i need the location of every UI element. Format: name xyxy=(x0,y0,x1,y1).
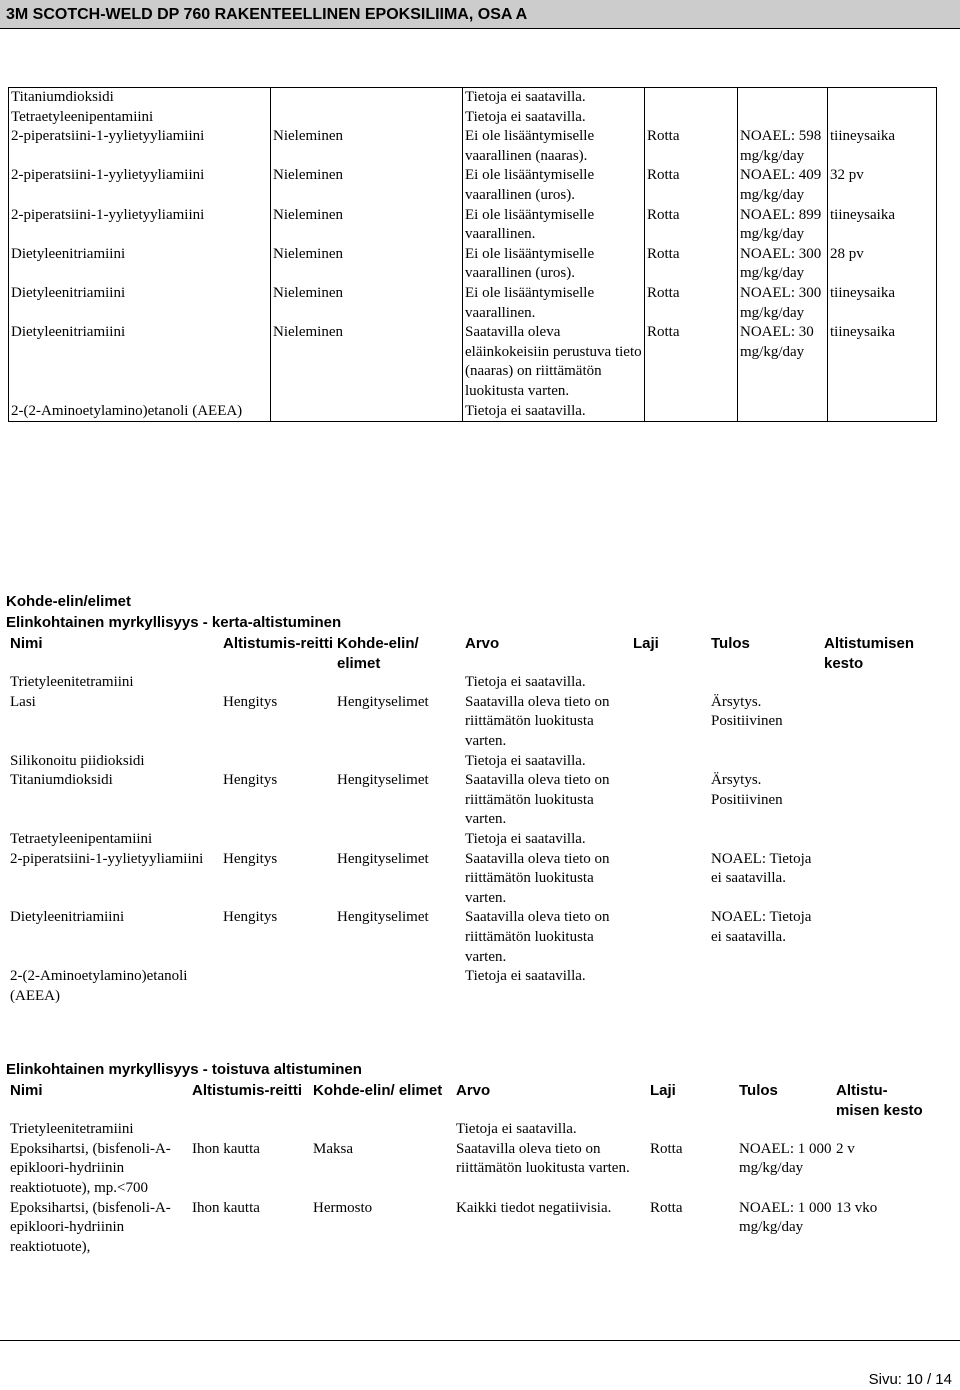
table-cell: Dietyleenitriamiini xyxy=(9,284,271,323)
table-cell xyxy=(335,673,463,693)
table-cell xyxy=(631,830,709,850)
column-header: Arvo xyxy=(456,1082,491,1099)
table-cell xyxy=(822,673,942,693)
table-cell xyxy=(221,967,335,1006)
table-cell: Trietyleenitetramiini xyxy=(10,674,134,691)
table-cell xyxy=(737,1120,834,1140)
table-cell: Tetraetyleenipentamiini xyxy=(9,108,271,128)
table-cell: Nieleminen xyxy=(271,206,463,245)
table-cell xyxy=(335,830,463,850)
section-subtitle-single-exposure: Elinkohtainen myrkyllisyys - kerta-altistuminen xyxy=(6,614,342,631)
table-cell: Hengitys xyxy=(223,693,278,710)
table-cell: Ihon kautta xyxy=(192,1140,260,1157)
footer-rule xyxy=(0,1340,960,1341)
table-cell xyxy=(738,88,828,108)
table-cell xyxy=(834,1120,924,1140)
table-cell xyxy=(271,108,463,128)
single-exposure-table xyxy=(8,634,942,1006)
table-cell: Ei ole lisääntymiselle vaarallinen. xyxy=(463,284,645,323)
table-row xyxy=(8,771,942,830)
table-cell xyxy=(822,967,942,1006)
table-cell xyxy=(190,1120,311,1140)
page-number: Sivu: 10 / 14 xyxy=(868,1371,952,1388)
table-cell: Tetraetyleenipentamiini xyxy=(10,830,153,847)
table-cell xyxy=(709,830,822,850)
table-cell: Saatavilla oleva tieto on riittämätön luokitusta varten. xyxy=(465,693,610,749)
table-cell: Rotta xyxy=(645,323,738,401)
table-cell: tiineysaika xyxy=(828,284,937,323)
table-cell: 28 pv xyxy=(828,245,937,284)
table-cell: NOAEL: 1 000 mg/kg/day xyxy=(739,1199,832,1236)
table-cell: Kaikki tiedot negatiivisia. xyxy=(456,1199,612,1216)
document-title: 3M SCOTCH-WELD DP 760 RAKENTEELLINEN EPOKSILIIMA, OSA A xyxy=(6,6,528,23)
table-cell: Tietoja ei saatavilla. xyxy=(465,674,586,691)
table-row xyxy=(9,88,937,108)
table-cell xyxy=(738,402,828,422)
table-cell: Rotta xyxy=(650,1140,683,1157)
table-cell xyxy=(311,1120,454,1140)
table-cell: Nieleminen xyxy=(271,323,463,401)
table-cell: Ihon kautta xyxy=(192,1199,260,1216)
table-cell: Hengityselimet xyxy=(337,693,429,710)
table-cell: NOAEL: 899 mg/kg/day xyxy=(738,206,828,245)
table-row xyxy=(9,284,937,323)
table-cell: Hengitys xyxy=(223,772,278,789)
table-cell: Dietyleenitriamiini xyxy=(9,323,271,401)
table-cell: 2-(2-Aminoetylamino)etanoli (AEEA) xyxy=(9,402,271,422)
section-title-repeated-exposure: Elinkohtainen myrkyllisyys - toistuva altistuminen xyxy=(6,1061,362,1078)
table-row xyxy=(9,206,937,245)
table-cell: 2 v xyxy=(836,1140,855,1157)
table-cell: Nieleminen xyxy=(271,166,463,205)
table-cell xyxy=(738,108,828,128)
table-row xyxy=(8,1120,924,1140)
table-cell: Saatavilla oleva tieto on riittämätön luokitusta varten. xyxy=(456,1140,630,1177)
table-cell xyxy=(709,752,822,772)
column-header: Nimi xyxy=(10,1082,43,1099)
column-header: Altistumis-reitti xyxy=(223,635,334,652)
table-cell xyxy=(631,850,709,909)
column-header: Nimi xyxy=(10,635,43,652)
section-title-target-organs: Kohde-elin/elimet xyxy=(6,593,132,610)
table-cell xyxy=(822,908,942,967)
column-header: Altistu-misen kesto xyxy=(836,1082,923,1119)
column-header: Tulos xyxy=(711,635,750,652)
table-row xyxy=(9,323,937,401)
table-cell xyxy=(828,402,937,422)
table-cell: Ei ole lisääntymiselle vaarallinen. xyxy=(463,206,645,245)
table-cell: Tietoja ei saatavilla. xyxy=(465,752,586,769)
table-cell: Tietoja ei saatavilla. xyxy=(463,88,645,108)
table-row xyxy=(8,752,942,772)
table-cell: NOAEL: Tietoja ei saatavilla. xyxy=(711,850,812,887)
table-cell: Trietyleenitetramiini xyxy=(10,1121,134,1138)
table-cell: Rotta xyxy=(645,127,738,166)
table-cell xyxy=(221,752,335,772)
table-cell: Ei ole lisääntymiselle vaarallinen (uros). xyxy=(463,245,645,284)
table-cell: 13 vko xyxy=(836,1199,878,1216)
table-cell xyxy=(822,752,942,772)
table-cell xyxy=(631,752,709,772)
table-cell xyxy=(822,771,942,830)
table-cell: Titaniumdioksidi xyxy=(10,772,113,789)
table-cell: NOAEL: 409 mg/kg/day xyxy=(738,166,828,205)
table-cell: tiineysaika xyxy=(828,127,937,166)
table-cell xyxy=(828,108,937,128)
table-cell: Hengitys xyxy=(223,909,278,926)
table-cell: Epoksihartsi, (bisfenoli-A-epikloori-hydriinin reaktiotuote), xyxy=(10,1199,171,1255)
table-cell: Epoksihartsi, (bisfenoli-A-epikloori-hydriinin reaktiotuote), mp.<700 xyxy=(10,1140,171,1196)
table-cell: Dietyleenitriamiini xyxy=(10,909,125,926)
column-header: Altistumis-reitti xyxy=(192,1082,303,1099)
table-cell: Rotta xyxy=(645,166,738,205)
table-cell: Saatavilla oleva tieto on riittämätön luokitusta varten. xyxy=(465,850,610,906)
table-row xyxy=(8,967,942,1006)
table-cell xyxy=(631,673,709,693)
table-cell: Nieleminen xyxy=(271,127,463,166)
table-cell xyxy=(221,673,335,693)
table-cell xyxy=(709,673,822,693)
table-cell: Saatavilla oleva tieto on riittämätön luokitusta varten. xyxy=(465,909,610,965)
table-cell: 32 pv xyxy=(828,166,937,205)
table-cell: tiineysaika xyxy=(828,323,937,401)
table-cell xyxy=(645,88,738,108)
column-header: Altistumisen kesto xyxy=(824,635,915,672)
table-row xyxy=(8,693,942,752)
table-cell: Silikonoitu piidioksidi xyxy=(10,752,145,769)
table-cell: Tietoja ei saatavilla. xyxy=(465,968,586,985)
header-rule xyxy=(0,28,960,29)
reproductive-toxicity-table xyxy=(8,87,937,422)
table-cell xyxy=(631,967,709,1006)
table-cell: Rotta xyxy=(650,1199,683,1216)
table-row xyxy=(9,402,937,422)
table-row xyxy=(8,673,942,693)
table-cell: NOAEL: 598 mg/kg/day xyxy=(738,127,828,166)
column-header: Tulos xyxy=(739,1082,778,1099)
table-row xyxy=(8,850,942,909)
table-cell: Ei ole lisääntymiselle vaarallinen (naaras). xyxy=(463,127,645,166)
table-cell: 2-piperatsiini-1-yylietyyliamiini xyxy=(9,166,271,205)
table-cell: Hermosto xyxy=(313,1199,373,1216)
table-row xyxy=(9,166,937,205)
table-cell: Tietoja ei saatavilla. xyxy=(463,108,645,128)
table-row xyxy=(8,908,942,967)
table-row xyxy=(8,1199,924,1258)
table-cell: Ärsytys. Positiivinen xyxy=(711,772,783,808)
table-cell: Hengityselimet xyxy=(337,909,429,926)
table-cell xyxy=(828,88,937,108)
table-cell: Saatavilla oleva eläinkokeisiin perustuva tieto (naaras) on riittämätön luokitusta varten. xyxy=(463,323,645,401)
table-cell xyxy=(822,850,942,909)
table-cell xyxy=(709,967,822,1006)
table-cell: Saatavilla oleva tieto on riittämätön luokitusta varten. xyxy=(465,772,610,828)
table-cell: Tietoja ei saatavilla. xyxy=(463,402,645,422)
table-cell xyxy=(648,1120,737,1140)
table-cell: Hengitys xyxy=(223,850,278,867)
column-header: Arvo xyxy=(465,635,500,652)
table-cell: 2-(2-Aminoetylamino)etanoli (AEEA) xyxy=(10,968,188,1004)
table-cell: Lasi xyxy=(10,693,36,710)
table-cell xyxy=(645,108,738,128)
table-cell xyxy=(631,693,709,752)
table-cell: 2-piperatsiini-1-yylietyyliamiini xyxy=(10,850,204,867)
table-row xyxy=(8,830,942,850)
table-cell: 2-piperatsiini-1-yylietyyliamiini xyxy=(9,127,271,166)
table-cell: NOAEL: 1 000 mg/kg/day xyxy=(739,1140,832,1177)
table-cell xyxy=(335,752,463,772)
table-cell: 2-piperatsiini-1-yylietyyliamiini xyxy=(9,206,271,245)
table-cell xyxy=(221,830,335,850)
table-cell: Rotta xyxy=(645,245,738,284)
column-header: Laji xyxy=(650,1082,676,1099)
table-cell: Titaniumdioksidi xyxy=(9,88,271,108)
table-cell: Rotta xyxy=(645,284,738,323)
table-cell: NOAEL: 300 mg/kg/day xyxy=(738,245,828,284)
table-cell: Hengityselimet xyxy=(337,850,429,867)
table-cell: Hengityselimet xyxy=(337,772,429,789)
table-cell: NOAEL: 300 mg/kg/day xyxy=(738,284,828,323)
table-cell xyxy=(631,771,709,830)
column-header: Kohde-elin/ elimet xyxy=(313,1082,443,1099)
document-header xyxy=(0,0,960,28)
table-cell: Dietyleenitriamiini xyxy=(9,245,271,284)
table-row xyxy=(9,127,937,166)
column-header: Kohde-elin/ elimet xyxy=(337,635,419,672)
table-cell xyxy=(335,967,463,1006)
table-cell: Maksa xyxy=(313,1140,353,1157)
table-cell xyxy=(631,908,709,967)
table-cell: NOAEL: Tietoja ei saatavilla. xyxy=(711,909,812,945)
table-cell: Nieleminen xyxy=(271,284,463,323)
table-cell xyxy=(822,693,942,752)
table-cell xyxy=(271,88,463,108)
table-cell: tiineysaika xyxy=(828,206,937,245)
repeated-exposure-table xyxy=(8,1081,924,1257)
table-cell: Ärsytys. Positiivinen xyxy=(711,693,783,730)
table-cell: Ei ole lisääntymiselle vaarallinen (uros). xyxy=(463,166,645,205)
table-cell: NOAEL: 30 mg/kg/day xyxy=(738,323,828,401)
table-cell xyxy=(271,402,463,422)
table-cell xyxy=(645,402,738,422)
table-cell: Tietoja ei saatavilla. xyxy=(456,1121,577,1138)
table-row xyxy=(8,1140,924,1199)
table-cell: Tietoja ei saatavilla. xyxy=(465,830,586,847)
table-cell: Nieleminen xyxy=(271,245,463,284)
table-cell xyxy=(822,830,942,850)
column-header: Laji xyxy=(633,635,659,652)
table-cell: Rotta xyxy=(645,206,738,245)
table-row xyxy=(9,108,937,128)
table-row xyxy=(9,245,937,284)
